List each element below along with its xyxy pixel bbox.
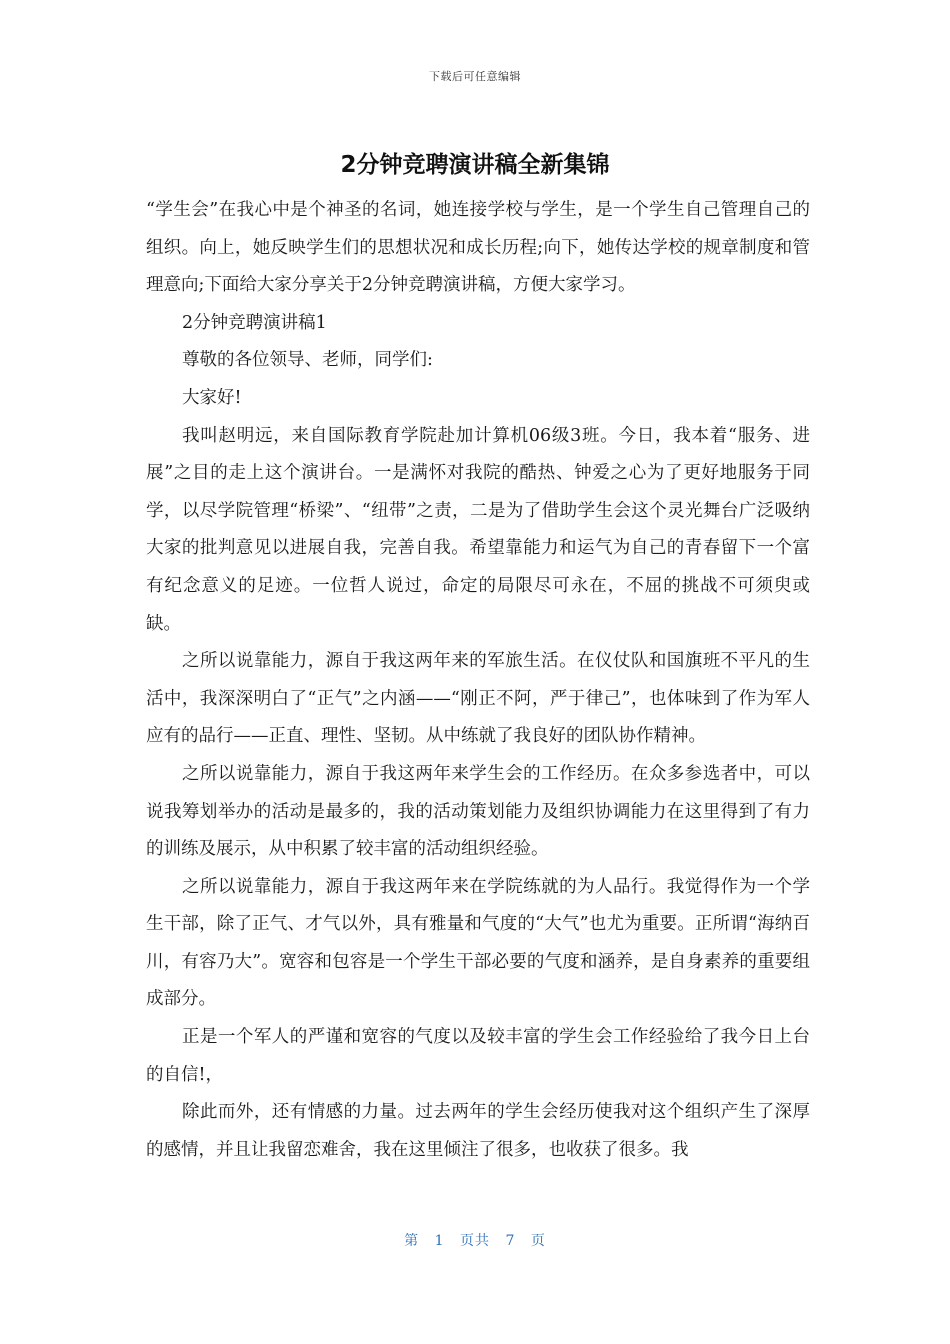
document-title: 2分钟竞聘演讲稿全新集锦 — [340, 152, 610, 178]
body-paragraph: 之所以说靠能力，源自于我这两年来学生会的工作经历。在众多参选者中，可以说我筹划举办的活动是最多的，我的活动策划能力及组织协调能力在这里得到了有力的训练及展示，从中积累了较丰富的活动组织经验。 — [146, 763, 810, 860]
intro-paragraph: “学生会”在我心中是个神圣的名词，她连接学校与学生，是一个学生自己管理自己的组织。向上，她反映学生们的思想状况和成长历程;向下，她传达学校的规章制度和管理意向;下面给大家分享关于2分钟竞聘演讲稿，方便大家学习。 — [146, 200, 810, 296]
page-footer — [0, 1230, 950, 1250]
footer-page-number: 1 — [434, 1233, 445, 1249]
footer-total-pages: 7 — [505, 1233, 516, 1249]
body-paragraph: 之所以说靠能力，源自于我这两年来的军旅生活。在仪仗队和国旗班不平凡的生活中，我深深明白了“正气”之内涵——“刚正不阿，严于律己”，也体味到了作为军人应有的品行——正直、理性、坚韧。从中练就了我良好的团队协作精神。 — [146, 651, 810, 747]
greeting: 大家好! — [182, 387, 242, 408]
page-header: 下载后可任意编辑 — [429, 70, 521, 83]
document-body — [146, 192, 810, 1169]
body-paragraph: 正是一个军人的严谨和宽容的气度以及较丰富的学生会工作经验给了我今日上台的自信!， — [146, 1027, 810, 1085]
footer-middle: 页共 — [460, 1233, 490, 1249]
body-paragraph: 我叫赵明远，来自国际教育学院赴加计算机06级3班。今日，我本着“服务、进展”之目的走上这个演讲台。一是满怀对我院的酷热、钟爱之心为了更好地服务于同学，以尽学院管理“桥梁”、“纽带”之责，二是为了借助学生会这个灵光舞台广泛吸纳大家的批判意见以进展自我，完善自我。希望靠能力和运气为自己的青春留下一个富有纪念意义的足迹。一位哲人说过，命定的局限尽可永在，不屈的挑战不可须臾或缺。 — [146, 425, 810, 634]
section-heading: 2分钟竞聘演讲稿1 — [182, 312, 327, 333]
footer-prefix: 第 — [404, 1233, 420, 1249]
footer-suffix: 页 — [530, 1233, 546, 1249]
salutation: 尊敬的各位领导、老师，同学们: — [182, 350, 433, 371]
body-paragraph: 之所以说靠能力，源自于我这两年来在学院练就的为人品行。我觉得作为一个学生干部，除了正气、才气以外，具有雅量和气度的“大气”也尤为重要。正所谓“海纳百川，有容乃大”。宽容和包容是一个学生干部必要的气度和涵养，是自身素养的重要组成部分。 — [146, 876, 810, 1010]
body-paragraph: 除此而外，还有情感的力量。过去两年的学生会经历使我对这个组织产生了深厚的感情，并且让我留恋难舍，我在这里倾注了很多，也收获了很多。我 — [146, 1102, 810, 1160]
